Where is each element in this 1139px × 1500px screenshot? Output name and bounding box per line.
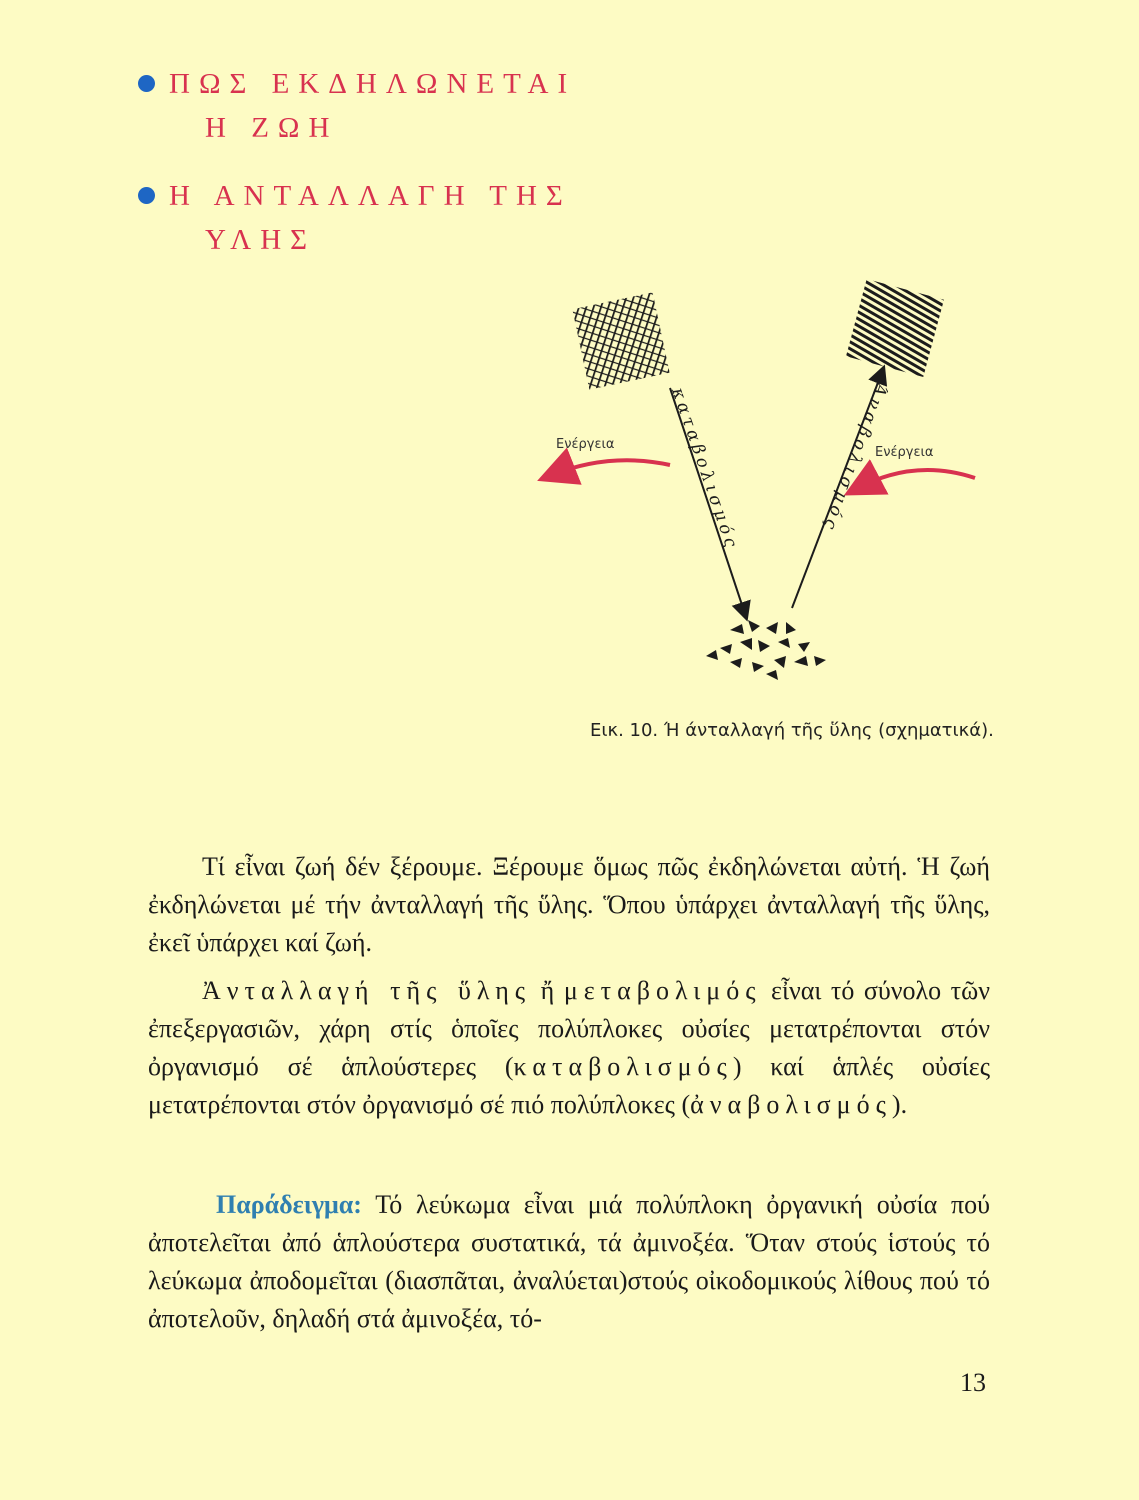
energy-in-arrow: [858, 470, 975, 488]
paragraph-metabolism-definition: [148, 972, 990, 1124]
metabolism-diagram: [530, 270, 1010, 710]
paragraph-life: Τί εἶναι ζωή δέν ξέρουμε. Ξέρουμε ὅμως πῶς ἐκδηλώνεται αὐτή. Ἡ ζωή ἐκδηλώνεται μέ τήν ἀνταλλαγή τῆς ὕλης. Ὅπου ὑπάρχει ἀνταλλαγή τῆς ὕλης, ἐκεῖ ὑπάρχει καί ζωή.: [148, 852, 990, 957]
complex-substance-left: [572, 292, 669, 389]
text-fragment: ).: [891, 1090, 908, 1119]
heading-metabolism: [138, 174, 572, 262]
paragraph-example: [148, 1186, 990, 1338]
term-metabolism-alt: μεταβολιμός: [563, 976, 762, 1005]
blue-bullet-icon: [138, 75, 155, 92]
energy-left-label: Ενέργεια: [556, 437, 615, 452]
complex-substance-right: [846, 279, 944, 377]
text-fragment: ἤ: [531, 976, 564, 1005]
anabolism-label: Άναβολισμός: [818, 380, 892, 536]
term-metabolism: Ἀνταλλαγή τῆς ὕλης: [202, 976, 532, 1005]
simple-substances: [706, 620, 826, 680]
heading-life-manifestation: [138, 62, 576, 150]
heading-line: ΥΛΗΣ: [205, 224, 317, 256]
energy-right-label: Ενέργεια: [875, 445, 934, 460]
figure-caption: Εικ. 10. Ή άνταλλαγή τῆς ὕλης (σχηματικά).: [590, 720, 994, 741]
blue-bullet-icon: [138, 187, 155, 204]
heading-line: Η ΑΝΤΑΛΛΑΓΗ ΤΗΣ: [169, 180, 572, 212]
term-anabolism: ἀναβολισμός: [690, 1090, 892, 1119]
page-number: 13: [960, 1368, 986, 1397]
example-label: Παράδειγμα:: [216, 1190, 362, 1219]
text-fragment: ) καί ἁπλές οὐσίες μετατρέπονται στόν ὀργανισμό σέ πιό πολύπλοκες (: [148, 1052, 990, 1119]
term-catabolism: καταβολισμός: [513, 1052, 733, 1081]
heading-line: ΠΩΣ ΕΚΔΗΛΩΝΕΤΑΙ: [169, 68, 577, 100]
text-fragment: Τό λεύκωμα εἶναι μιά πολύπλοκη ὀργανική οὐσία πού ἀποτελεῖται ἀπό ἁπλούστερα συστατικά, τά ἀμινοξέα. Ὅταν στούς ἱστούς τό λεύκωμα ἀποδομεῖται (διασπᾶται, ἀναλύεται)στούς οἰκοδομικούς λίθους πού τό ἀποτελοῦν, δηλαδή στά ἀμινοξέα, τό-: [148, 1190, 990, 1333]
energy-out-arrow: [552, 460, 670, 475]
text-fragment: εἶναι τό σύνολο τῶν ἐπεξεργασιῶν, χάρη στίς ὁποῖες πολύπλοκες οὐσίες μετατρέπονται στόν ὀργανισμό σέ ἁπλούστερες (: [148, 976, 990, 1081]
heading-line: Η ΖΩΗ: [205, 112, 339, 144]
catabolism-label: καταβολισμός: [667, 385, 742, 554]
